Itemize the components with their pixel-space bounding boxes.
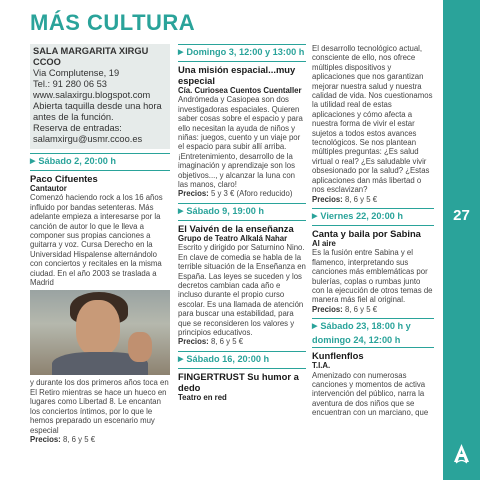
prices-label: Precios: bbox=[178, 189, 209, 199]
event-description: Es la fusión entre Sabina y el flamenco, interpretando sus canciones más emblemáticas por bulerías, coplas o rumbas junto con la ejecución de otros temas de manera más fiel al original. bbox=[312, 248, 433, 305]
event-date: Sábado 16, 20:00 h bbox=[186, 353, 270, 364]
triangle-marker-icon: ▶ bbox=[178, 49, 184, 56]
event-prices bbox=[30, 435, 170, 444]
venue-address: Via Complutense, 19 bbox=[33, 68, 120, 78]
event-prices bbox=[312, 195, 434, 204]
event-company: Teatro en red bbox=[178, 392, 227, 402]
event-title: Kunflenflos bbox=[312, 350, 364, 362]
column-3 bbox=[312, 44, 434, 418]
event-description: Andrómeda y Casiopea son dos investigadoras espaciales. Quieren saber cosas sobre el espacio y para ello necesitan la ayuda de niños y niñas: juegos, cuento y un viaje por el espacio para subir allí arriba. ¡Entretenimiento, desarrollo de la imaginación y aprendizaje son los objetivos..., y alcanzar la luna con las manos, claro! bbox=[178, 95, 303, 190]
prices-label: Precios: bbox=[178, 337, 209, 347]
event-description: Amenizado con numerosas canciones y momentos de activa intervención del público, narra la aventura de dos niños que se encuentran con un marciano, que bbox=[312, 370, 429, 418]
event-title: El Vaivén de la enseñanza bbox=[178, 222, 294, 234]
event-date: Viernes 22, 20:00 h bbox=[320, 210, 403, 221]
event-description-continued: y durante los dos primeros años toca en El Retiro mientras se hace un hueco en lugares como Libertad 8. Le encantan los conciertos íntimos, por lo que le hemos preparado un escenario muy especial bbox=[30, 378, 169, 435]
venue-box-office: Abierta taquilla desde una hora antes de la función. bbox=[33, 101, 162, 122]
prices-label: Precios: bbox=[30, 434, 61, 444]
event-date-header bbox=[178, 44, 306, 62]
venue-name: SALA MARGARITA XIRGU CCOO bbox=[33, 46, 149, 67]
event-date: Domingo 3, 12:00 y 13:00 h bbox=[186, 47, 305, 57]
prices-value: 8, 6 y 5 € bbox=[62, 434, 96, 444]
event-prices bbox=[178, 189, 306, 198]
event-company: Cantautor bbox=[30, 184, 67, 193]
event-prices bbox=[178, 337, 306, 346]
prices-value: 8, 6 y 5 € bbox=[344, 194, 378, 204]
venue-reservations: Reserva de entradas: salamxirgu@usmr.ccoo.es bbox=[33, 123, 143, 144]
page-number: 27 bbox=[453, 207, 470, 224]
event-title: Paco Cifuentes bbox=[30, 173, 98, 184]
prices-label: Precios: bbox=[312, 304, 343, 314]
event-title: FINGERTRUST Su humor a dedo bbox=[178, 370, 299, 393]
prices-value: 5 y 3 € (Aforo reducido) bbox=[210, 189, 293, 199]
prices-value: 8, 6 y 5 € bbox=[344, 304, 378, 314]
event-title: Canta y baila por Sabina bbox=[312, 227, 421, 239]
event-date-header bbox=[178, 203, 306, 221]
photo-face bbox=[76, 300, 120, 356]
prices-label: Precios: bbox=[312, 194, 343, 204]
photo-hand bbox=[128, 332, 152, 362]
column-2 bbox=[178, 44, 306, 402]
event-date-header bbox=[312, 318, 434, 348]
event-description: En clave de comedia se habla de la terrible situación de la Enseñanza en España. Las leyes se suceden y los decretos cambian cada año e incluso durante el propio curso escolar. Es una llamada de atención para buscar una estabilidad, para que se reconsideren los valores y principios educativos. bbox=[178, 252, 306, 337]
event-prices bbox=[312, 305, 434, 314]
venue-website: www.salaxirgu.blogspot.com bbox=[33, 90, 151, 100]
event-date: Sábado 23, 18:00 h y domingo 24, 12:00 h bbox=[312, 321, 411, 346]
event-description-continued: El desarrollo tecnológico actual, consciente de ello, nos ofrece múltiples dispositivos y aplicaciones que nos garantizan mejorar nuestra salud y nuestra calidad de vida. Nos cuestionamos la utilidad real de estas aplicaciones y cómo afecta a nuestra forma de vivir el estar sujetos a todos estos avances tecnológicos. Se nos plantean múltiples preguntas: ¿Es salud virtual o real? ¿Es saludable vivir obsesionado por la salud? ¿Estas aplicaciones dan más libertad o nos esclavizan? bbox=[312, 44, 433, 195]
event-company: Al aire bbox=[312, 238, 336, 248]
event-company: T.I.A. bbox=[312, 361, 331, 371]
event-date: Sábado 9, 19:00 h bbox=[186, 205, 265, 216]
event-company: Cía. Curiosea Cuentos Cuentaller bbox=[178, 86, 302, 95]
triangle-marker-icon: ▶ bbox=[312, 323, 318, 331]
triangle-marker-icon: ▶ bbox=[178, 355, 184, 363]
prices-value: 8, 6 y 5 € bbox=[210, 337, 244, 347]
event-credits: Escrito y dirigido por Saturnino Nino. bbox=[178, 243, 305, 253]
triangle-marker-icon: ▶ bbox=[30, 158, 36, 165]
performer-photo bbox=[30, 290, 170, 375]
event-company: Grupo de Teatro Alkalá Nahar bbox=[178, 233, 288, 243]
event-date-header bbox=[30, 153, 170, 171]
venue-phone: Tel.: 91 280 06 53 bbox=[33, 79, 107, 89]
event-title: Una misión espacial...muy especial bbox=[178, 64, 296, 86]
event-date: Sábado 2, 20:00 h bbox=[38, 156, 117, 166]
triangle-marker-icon: ▶ bbox=[178, 207, 184, 215]
triangle-marker-icon: ▶ bbox=[312, 212, 318, 220]
column-1 bbox=[30, 44, 170, 444]
alcala-logo-icon bbox=[447, 442, 476, 464]
page-sidebar bbox=[443, 0, 480, 480]
event-description: Comenzó haciendo rock a los 16 años influido por bandas setenteras. Más adelante empieza a interesarse por la canción de autor lo que le lleva a componer sus propias canciones a guitarra y voz. Cursa Derecho en la Universidad Hispalense alternándolo con conciertos y recitales en la misma ciudad. En el año 2003 se traslada a Madrid bbox=[30, 193, 163, 288]
event-date-header bbox=[312, 208, 434, 226]
venue-box bbox=[30, 44, 170, 149]
page-title: MÁS CULTURA bbox=[30, 10, 196, 35]
event-date-header bbox=[178, 351, 306, 369]
